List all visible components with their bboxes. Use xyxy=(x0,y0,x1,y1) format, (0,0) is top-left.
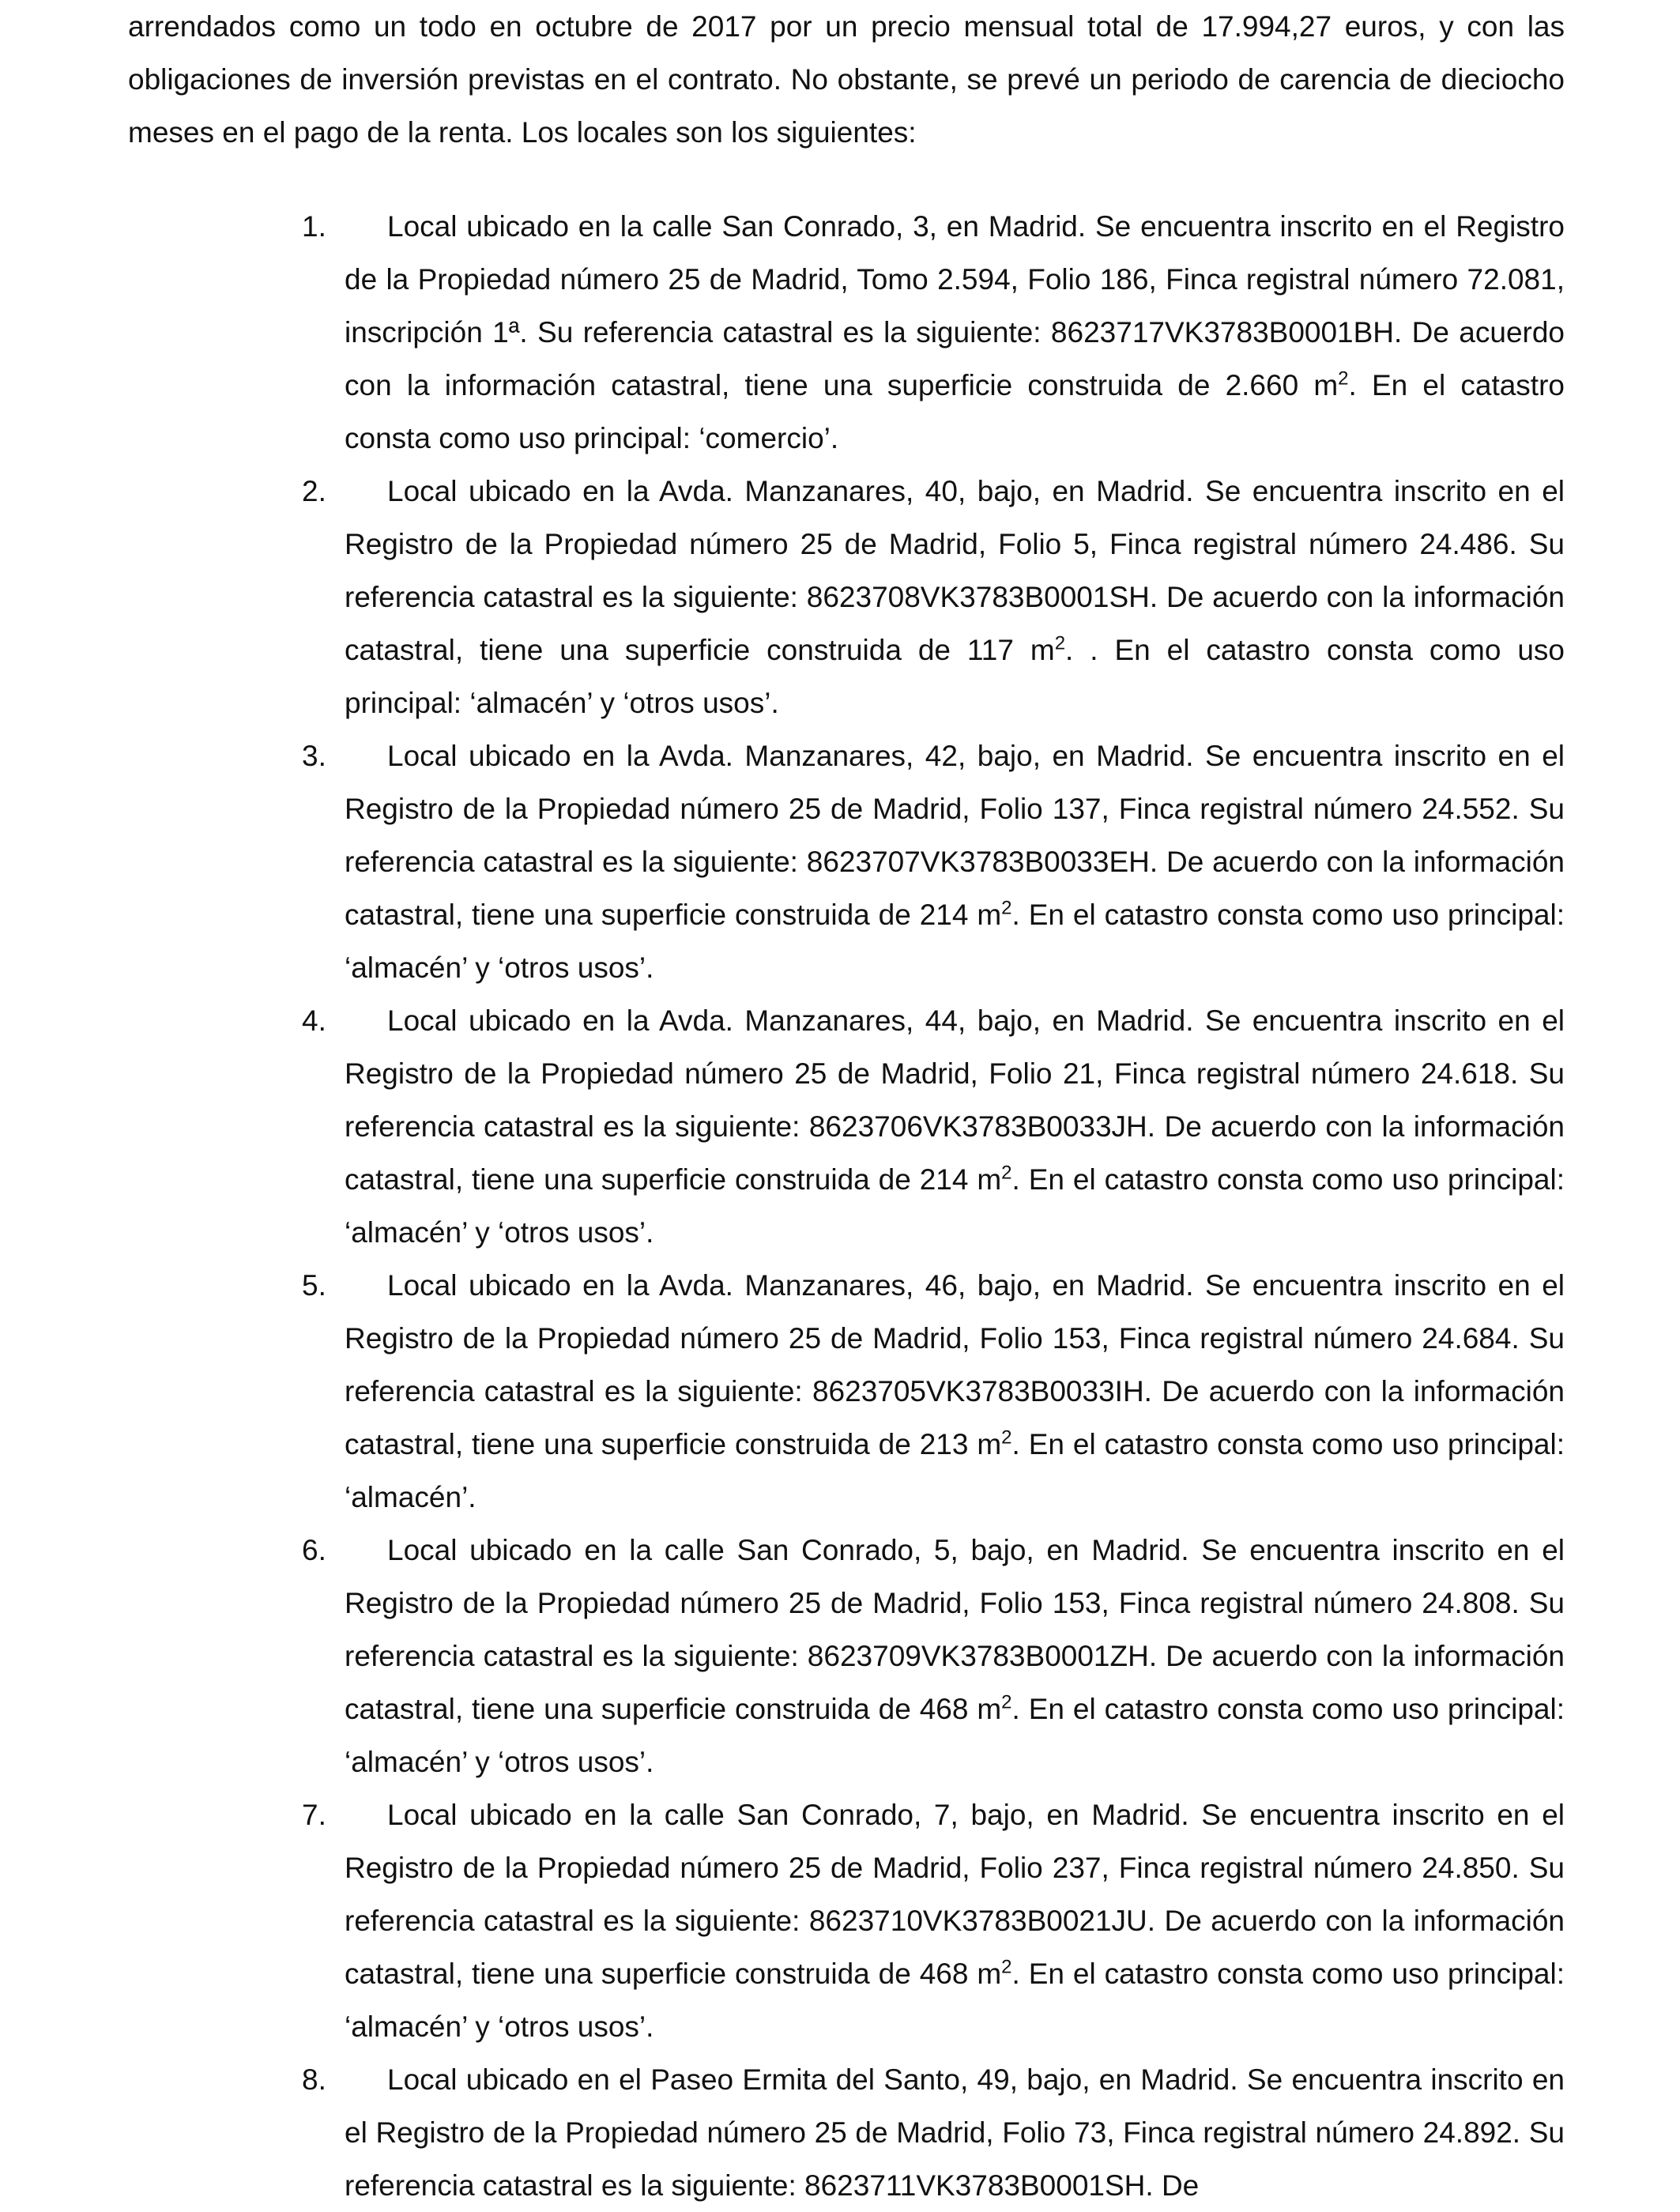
list-item xyxy=(302,994,1565,1259)
superscript: 2 xyxy=(1001,1162,1012,1184)
list-item-text-end: . En el catastro consta como uso principal: ‘almacén’ y ‘otros usos’. xyxy=(345,1693,1565,1778)
list-item-text: Local ubicado en la Avda. Manzanares, 44, bajo, en Madrid. Se encuentra inscrito en el Registro de la Propiedad número 25 de Madrid, Folio 21, Finca registral número 24.618. Su referencia catastral es la siguiente: 8623706VK3783B0033JH. De acuerdo con la información catastral, tiene una superficie construida de 214 m xyxy=(345,1004,1565,1196)
list-item-text: Local ubicado en la Avda. Manzanares, 40, bajo, en Madrid. Se encuentra inscrito en el Registro de la Propiedad número 25 de Madrid, Folio 5, Finca registral número 24.486. Su referencia catastral es la siguiente: 8623708VK3783B0001SH. De acuerdo con la información catastral, tiene una superficie construida de 117 m xyxy=(345,475,1565,666)
list-item xyxy=(302,200,1565,465)
list-item-number: 6. xyxy=(302,1534,326,1566)
list-item-number: 3. xyxy=(302,740,326,772)
list-item xyxy=(302,1524,1565,1788)
list-item xyxy=(302,465,1565,729)
list-item-text-end: . En el catastro consta como uso principal: ‘almacén’ y ‘otros usos’. xyxy=(345,1958,1565,2043)
list-item-number: 2. xyxy=(302,475,326,507)
superscript: 2 xyxy=(1001,1956,1012,1978)
superscript: 2 xyxy=(1338,367,1349,390)
list-item xyxy=(302,1259,1565,1524)
list-item-text: Local ubicado en la Avda. Manzanares, 46, bajo, en Madrid. Se encuentra inscrito en el Registro de la Propiedad número 25 de Madrid, Folio 153, Finca registral número 24.684. Su referencia catastral es la siguiente: 8623705VK3783B0033IH. De acuerdo con la información catastral, tiene una superficie construida de 213 m xyxy=(345,1269,1565,1460)
superscript: 2 xyxy=(1001,897,1012,919)
list-item-text: Local ubicado en el Paseo Ermita del Santo, 49, bajo, en Madrid. Se encuentra inscrito en el Registro de la Propiedad número 25 de Madrid, Folio 73, Finca registral número 24.892. Su referencia catastral es la siguiente: 8623711VK3783B0001SH. De xyxy=(345,2063,1565,2202)
list-item-number: 7. xyxy=(302,1799,326,1831)
list-item-text: Local ubicado en la calle San Conrado, 3, en Madrid. Se encuentra inscrito en el Registro de la Propiedad número 25 de Madrid, Tomo 2.594, Folio 186, Finca registral número 72.081, inscripción 1ª. Su referencia catastral es la siguiente: 8623717VK3783B0001BH. De acuerdo con la información catastral, tiene una superficie construida de 2.660 m xyxy=(345,210,1565,401)
list-item-text: Local ubicado en la calle San Conrado, 5, bajo, en Madrid. Se encuentra inscrito en el Registro de la Propiedad número 25 de Madrid, Folio 153, Finca registral número 24.808. Su referencia catastral es la siguiente: 8623709VK3783B0001ZH. De acuerdo con la información catastral, tiene una superficie construida de 468 m xyxy=(345,1534,1565,1725)
list-item xyxy=(302,729,1565,994)
list-item-text-end: . En el catastro consta como uso principal: ‘comercio’. xyxy=(345,369,1565,454)
list-item-number: 8. xyxy=(302,2063,326,2096)
list-item-text-end: . En el catastro consta como uso principal: ‘almacén’. xyxy=(345,1428,1565,1513)
list-item-text: Local ubicado en la calle San Conrado, 7, bajo, en Madrid. Se encuentra inscrito en el Registro de la Propiedad número 25 de Madrid, Folio 237, Finca registral número 24.850. Su referencia catastral es la siguiente: 8623710VK3783B0021JU. De acuerdo con la información catastral, tiene una superficie construida de 468 m xyxy=(345,1799,1565,1990)
list-item-text-end: . En el catastro consta como uso principal: ‘almacén’ y ‘otros usos’. xyxy=(345,899,1565,984)
superscript: 2 xyxy=(1001,1691,1012,1713)
list-item xyxy=(302,1788,1565,2053)
list-item-number: 4. xyxy=(302,1004,326,1037)
list-item-number: 1. xyxy=(302,210,326,243)
list-item-number: 5. xyxy=(302,1269,326,1302)
list-item-text: Local ubicado en la Avda. Manzanares, 42, bajo, en Madrid. Se encuentra inscrito en el Registro de la Propiedad número 25 de Madrid, Folio 137, Finca registral número 24.552. Su referencia catastral es la siguiente: 8623707VK3783B0033EH. De acuerdo con la información catastral, tiene una superficie construida de 214 m xyxy=(345,740,1565,931)
locales-list xyxy=(302,200,1565,2212)
list-item-text-end: . En el catastro consta como uso principal: ‘almacén’ y ‘otros usos’. xyxy=(345,1163,1565,1249)
list-item-text-end: . . En el catastro consta como uso principal: ‘almacén’ y ‘otros usos’. xyxy=(345,634,1565,719)
superscript: 2 xyxy=(1001,1426,1012,1449)
intro-paragraph: arrendados como un todo en octubre de 2017 por un precio mensual total de 17.994,27 euros, y con las obligaciones de inversión previstas en el contrato. No obstante, se prevé un periodo de carencia de dieciocho meses en el pago de la renta. Los locales son los siguientes: xyxy=(128,10,1565,149)
superscript: 2 xyxy=(1054,632,1066,654)
list-item xyxy=(302,2053,1565,2212)
